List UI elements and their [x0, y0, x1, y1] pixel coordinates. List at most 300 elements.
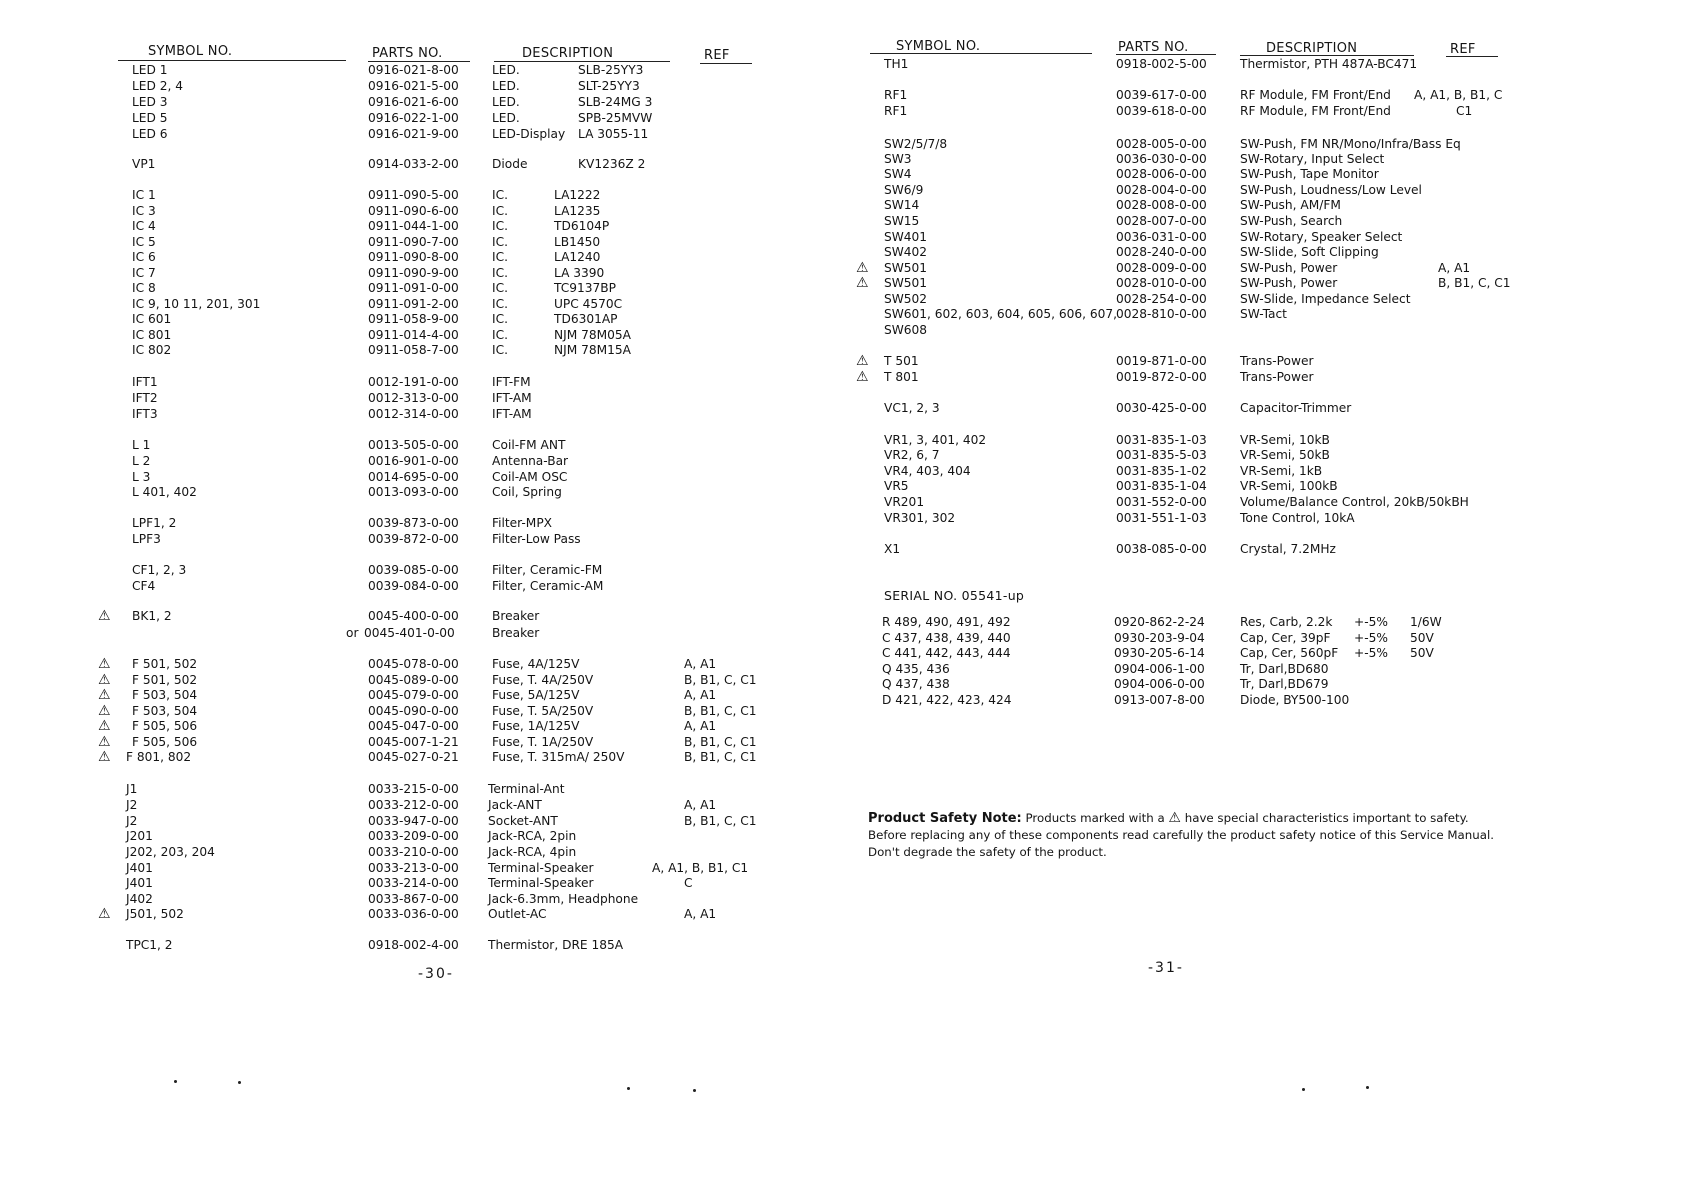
parts-no: 0038-085-0-00: [1116, 542, 1207, 556]
symbol-no: J501, 502: [126, 907, 184, 921]
table-row: [0, 110, 842, 126]
symbol-no: IFT2: [132, 391, 158, 405]
description-model: SLT-25YY3: [578, 79, 640, 93]
table-row: [0, 515, 842, 531]
table-row: [0, 156, 842, 172]
scan-speck: [238, 1081, 241, 1084]
table-row: [842, 260, 1684, 276]
symbol-no: IC 6: [132, 250, 156, 264]
description: Filter, Ceramic-FM: [492, 563, 603, 577]
table-row: [0, 203, 842, 219]
description: Filter-MPX: [492, 516, 553, 530]
parts-no: 0916-021-5-00: [368, 79, 459, 93]
parts-no: 0028-005-0-00: [1116, 137, 1207, 151]
table-row: [842, 166, 1684, 182]
description: Fuse, T. 5A/250V: [492, 704, 594, 718]
parts-no: 0031-552-0-00: [1116, 495, 1207, 509]
parts-no: 0019-872-0-00: [1116, 370, 1207, 384]
description: Terminal-Ant: [488, 782, 565, 796]
symbol-no: SW4: [884, 167, 912, 181]
tolerance: +-5%: [1354, 615, 1388, 629]
table-row: [0, 749, 842, 765]
parts-no: 0033-036-0-00: [368, 907, 459, 921]
reference: A, A1: [1438, 261, 1471, 275]
parts-no: 0033-212-0-00: [368, 798, 459, 812]
table-row: [842, 306, 1684, 322]
description: IC.: [492, 188, 508, 202]
warning-icon: ⚠: [856, 260, 869, 276]
table-row: [842, 103, 1684, 119]
header-underline: [1116, 54, 1216, 55]
description: Fuse, T. 315mA/ 250V: [492, 750, 625, 764]
parts-no: 0013-093-0-00: [368, 485, 459, 499]
table-row: [0, 218, 842, 234]
table-row: [842, 541, 1684, 557]
parts-no: 0045-089-0-00: [368, 673, 459, 687]
symbol-no: VR2, 6, 7: [884, 448, 940, 462]
table-row: [0, 828, 842, 844]
table-row: [842, 645, 1684, 661]
parts-no: 0920-862-2-24: [1114, 615, 1205, 629]
description-model: LB1450: [554, 235, 601, 249]
parts-no: 0028-007-0-00: [1116, 214, 1207, 228]
description: IFT-FM: [492, 375, 531, 389]
parts-no: 0012-313-0-00: [368, 391, 459, 405]
table-row: [842, 136, 1684, 152]
description: SW-Push, Power: [1240, 276, 1338, 290]
parts-no: 0916-021-9-00: [368, 127, 459, 141]
description: Trans-Power: [1240, 354, 1314, 368]
table-row: [0, 265, 842, 281]
description: SW-Push, Search: [1240, 214, 1343, 228]
table-row: [0, 781, 842, 797]
table-row: [842, 630, 1684, 646]
table-row: [0, 813, 842, 829]
table-row: [0, 687, 842, 703]
warning-icon: ⚠: [98, 656, 111, 672]
symbol-no: VR4, 403, 404: [884, 464, 971, 478]
reference: A, A1: [684, 798, 717, 812]
table-row: [842, 213, 1684, 229]
table-row: [0, 562, 842, 578]
symbol-no: LED 6: [132, 127, 168, 141]
table-row: [0, 342, 842, 358]
description: LED-Display: [492, 127, 566, 141]
description: Fuse, 1A/125V: [492, 719, 580, 733]
description: LED.: [492, 95, 520, 109]
description: SW-Slide, Soft Clipping: [1240, 245, 1379, 259]
parts-no: 0028-008-0-00: [1116, 198, 1207, 212]
header-ref: REF: [704, 48, 730, 63]
symbol-no: BK1, 2: [132, 609, 172, 623]
parts-no: 0930-203-9-04: [1114, 631, 1205, 645]
description: SW-Push, Power: [1240, 261, 1338, 275]
symbol-no: J201: [126, 829, 153, 843]
table-row: [0, 311, 842, 327]
warning-icon: ⚠: [856, 353, 869, 369]
symbol-no: IC 5: [132, 235, 156, 249]
table-row: [0, 703, 842, 719]
symbol-no: T 501: [884, 354, 919, 368]
table-row: [0, 734, 842, 750]
symbol-no: IC 8: [132, 281, 156, 295]
rating: 1/6W: [1410, 615, 1442, 629]
table-row: [842, 494, 1684, 510]
parts-no: 0028-004-0-00: [1116, 183, 1207, 197]
serial-heading: SERIAL NO. 05541-up: [884, 588, 1025, 603]
table-row: [842, 353, 1684, 369]
description: LED.: [492, 111, 520, 125]
tolerance: +-5%: [1354, 646, 1388, 660]
description: IFT-AM: [492, 407, 532, 421]
tolerance: +-5%: [1354, 631, 1388, 645]
parts-no: 0911-014-4-00: [368, 328, 459, 342]
header-underline: [118, 60, 346, 61]
symbol-no: VR201: [884, 495, 925, 509]
warning-icon: ⚠: [98, 749, 111, 765]
reference: A, A1: [684, 907, 717, 921]
symbol-no: F 501, 502: [132, 673, 198, 687]
symbol-no: VR301, 302: [884, 511, 956, 525]
parts-no: 0030-425-0-00: [1116, 401, 1207, 415]
parts-no: 0033-210-0-00: [368, 845, 459, 859]
parts-no: 0039-873-0-00: [368, 516, 459, 530]
symbol-no: J1: [126, 782, 138, 796]
description: RF Module, FM Front/End: [1240, 104, 1391, 118]
description: Coil, Spring: [492, 485, 562, 499]
parts-no: 0028-254-0-00: [1116, 292, 1207, 306]
description: IC.: [492, 219, 508, 233]
parts-no: 0039-618-0-00: [1116, 104, 1207, 118]
symbol-no: SW2/5/7/8: [884, 137, 948, 151]
description: Filter, Ceramic-AM: [492, 579, 604, 593]
description: Cap, Cer, 560pF: [1240, 646, 1339, 660]
symbol-no: LPF1, 2: [132, 516, 177, 530]
safety-note-text: Before replacing any of these components read carefully the product safety notice of this Service Manual.: [868, 828, 1494, 842]
table-row: [0, 374, 842, 390]
header-ref: REF: [1450, 42, 1476, 57]
description: IC.: [492, 281, 508, 295]
description: Jack-RCA, 4pin: [488, 845, 577, 859]
description-model: LA1240: [554, 250, 601, 264]
symbol-no: R 489, 490, 491, 492: [882, 615, 1011, 629]
scan-speck: [1302, 1088, 1305, 1091]
symbol-no: F 505, 506: [132, 735, 198, 749]
table-row: [842, 151, 1684, 167]
symbol-no: IFT1: [132, 375, 158, 389]
description: Cap, Cer, 39pF: [1240, 631, 1331, 645]
symbol-no: Q 435, 436: [882, 662, 950, 676]
symbol-no: RF1: [884, 88, 908, 102]
description: SW-Push, Loudness/Low Level: [1240, 183, 1422, 197]
description: Volume/Balance Control, 20kB/50kBH: [1240, 495, 1469, 509]
symbol-no: VP1: [132, 157, 156, 171]
parts-no: 0045-401-0-00: [364, 626, 455, 640]
parts-no: 0045-400-0-00: [368, 609, 459, 623]
description: Breaker: [492, 609, 540, 623]
description-model: KV1236Z 2: [578, 157, 646, 171]
symbol-no: F 501, 502: [132, 657, 198, 671]
description: Fuse, T. 4A/250V: [492, 673, 594, 687]
symbol-no: F 801, 802: [126, 750, 192, 764]
symbol-no: T 801: [884, 370, 919, 384]
table-row: [0, 187, 842, 203]
description: Socket-ANT: [488, 814, 558, 828]
alternate-prefix: or: [346, 626, 359, 640]
reference: A, A1, B, B1, C1: [652, 861, 749, 875]
description: LED.: [492, 79, 520, 93]
description: SW-Rotary, Speaker Select: [1240, 230, 1403, 244]
header-symbol-no: SYMBOL NO.: [148, 44, 233, 59]
table-row: [842, 229, 1684, 245]
symbol-no: IC 4: [132, 219, 156, 233]
header-description: DESCRIPTION: [522, 46, 614, 61]
safety-note-text: have special characteristics important to safety.: [1184, 811, 1469, 825]
description-model: NJM 78M05A: [554, 328, 631, 342]
description: Thermistor, PTH 487A-BC471: [1240, 57, 1418, 71]
table-row: [0, 234, 842, 250]
description-model: LA 3055-11: [578, 127, 649, 141]
symbol-no: F 503, 504: [132, 688, 198, 702]
description-model: TD6301AP: [554, 312, 618, 326]
parts-no: 0012-314-0-00: [368, 407, 459, 421]
parts-no: 0031-835-5-03: [1116, 448, 1207, 462]
description: Thermistor, DRE 185A: [488, 938, 624, 952]
parts-no: 0045-078-0-00: [368, 657, 459, 671]
description: Res, Carb, 2.2k: [1240, 615, 1333, 629]
reference: C1: [1456, 104, 1473, 118]
description: Terminal-Speaker: [488, 861, 594, 875]
parts-no: 0045-090-0-00: [368, 704, 459, 718]
header-underline: [870, 53, 1092, 54]
symbol-no: J2: [126, 814, 138, 828]
table-row: [842, 369, 1684, 385]
description: Antenna-Bar: [492, 454, 569, 468]
table-row: [0, 625, 842, 641]
parts-no: 0918-002-5-00: [1116, 57, 1207, 71]
symbol-no: C 437, 438, 439, 440: [882, 631, 1011, 645]
description: Filter-Low Pass: [492, 532, 581, 546]
symbol-no: LED 5: [132, 111, 168, 125]
symbol-no: IC 601: [132, 312, 172, 326]
symbol-no: J2: [126, 798, 138, 812]
parts-no: 0033-215-0-00: [368, 782, 459, 796]
parts-no: 0036-030-0-00: [1116, 152, 1207, 166]
warning-icon: ⚠: [98, 608, 111, 624]
symbol-no: IC 801: [132, 328, 172, 342]
parts-no: 0019-871-0-00: [1116, 354, 1207, 368]
table-row: [0, 406, 842, 422]
symbol-no: J402: [126, 892, 153, 906]
description: IC.: [492, 343, 508, 357]
symbol-no: F 505, 506: [132, 719, 198, 733]
parts-no: 0033-214-0-00: [368, 876, 459, 890]
description: IC.: [492, 204, 508, 218]
symbol-no: SW502: [884, 292, 928, 306]
page-number: -31-: [1148, 960, 1184, 976]
table-row: [0, 78, 842, 94]
parts-no: 0930-205-6-14: [1114, 646, 1205, 660]
rating: 50V: [1410, 646, 1434, 660]
description-model: LA 3390: [554, 266, 605, 280]
symbol-no: IC 1: [132, 188, 156, 202]
rating: 50V: [1410, 631, 1434, 645]
symbol-no: L 3: [132, 470, 151, 484]
description: Tr, Darl,BD679: [1240, 677, 1329, 691]
parts-no: 0033-867-0-00: [368, 892, 459, 906]
symbol-no: J401: [126, 861, 153, 875]
description: Breaker: [492, 626, 540, 640]
warning-icon: ⚠: [98, 718, 111, 734]
table-row: [0, 578, 842, 594]
parts-no: 0916-021-6-00: [368, 95, 459, 109]
description: IC.: [492, 235, 508, 249]
parts-no: 0911-091-2-00: [368, 297, 459, 311]
symbol-no: TH1: [884, 57, 909, 71]
table-row: [842, 478, 1684, 494]
description-model: SPB-25MVW: [578, 111, 653, 125]
description: Tr, Darl,BD680: [1240, 662, 1329, 676]
table-row: [0, 906, 842, 922]
parts-no: 0014-695-0-00: [368, 470, 459, 484]
header-parts-no: PARTS NO.: [372, 46, 443, 61]
description: SW-Push, AM/FM: [1240, 198, 1341, 212]
table-row: [0, 94, 842, 110]
table-row: [842, 322, 1684, 338]
table-row: [0, 437, 842, 453]
symbol-no: RF1: [884, 104, 908, 118]
parts-no: 0031-835-1-03: [1116, 433, 1207, 447]
warning-icon: ⚠: [98, 703, 111, 719]
description: RF Module, FM Front/End: [1240, 88, 1391, 102]
description: Jack-6.3mm, Headphone: [488, 892, 639, 906]
symbol-no: SW501: [884, 276, 928, 290]
parts-no: 0039-872-0-00: [368, 532, 459, 546]
reference: A, A1: [684, 688, 717, 702]
safety-note-text: Products marked with a: [1025, 811, 1165, 825]
description: Fuse, 5A/125V: [492, 688, 580, 702]
symbol-no: TPC1, 2: [126, 938, 173, 952]
table-row: [842, 275, 1684, 291]
parts-no: 0031-551-1-03: [1116, 511, 1207, 525]
reference: C: [684, 876, 693, 890]
reference: B, B1, C, C1: [684, 750, 757, 764]
table-row: [842, 676, 1684, 692]
symbol-no: J202, 203, 204: [126, 845, 215, 859]
description: Jack-ANT: [488, 798, 542, 812]
description: IFT-AM: [492, 391, 532, 405]
table-row: [0, 718, 842, 734]
symbol-no: SW15: [884, 214, 920, 228]
parts-no: 0913-007-8-00: [1114, 693, 1205, 707]
reference: B, B1, C, C1: [684, 704, 757, 718]
reference: B, B1, C, C1: [684, 735, 757, 749]
reference: B, B1, C, C1: [684, 814, 757, 828]
reference: B, B1, C, C1: [684, 673, 757, 687]
table-row: [842, 510, 1684, 526]
description: Outlet-AC: [488, 907, 547, 921]
description: Tone Control, 10kA: [1240, 511, 1355, 525]
parts-no: 0028-006-0-00: [1116, 167, 1207, 181]
symbol-no: LED 1: [132, 63, 168, 77]
description: SW-Push, FM NR/Mono/Infra/Bass Eq: [1240, 137, 1461, 151]
parts-no: 0911-090-6-00: [368, 204, 459, 218]
table-row: [0, 891, 842, 907]
reference: B, B1, C, C1: [1438, 276, 1511, 290]
reference: A, A1: [684, 657, 717, 671]
symbol-no: X1: [884, 542, 901, 556]
symbol-no: SW401: [884, 230, 928, 244]
symbol-no: VC1, 2, 3: [884, 401, 940, 415]
scan-speck: [1366, 1086, 1369, 1089]
parts-no: 0028-009-0-00: [1116, 261, 1207, 275]
table-row: [0, 249, 842, 265]
description: VR-Semi, 10kB: [1240, 433, 1330, 447]
table-row: [842, 197, 1684, 213]
warning-icon: ⚠: [98, 734, 111, 750]
warning-icon: ⚠: [98, 687, 111, 703]
description: SW-Push, Tape Monitor: [1240, 167, 1379, 181]
warning-icon: ⚠: [98, 906, 111, 922]
table-row: [0, 484, 842, 500]
symbol-no: SW601, 602, 603, 604, 605, 606, 607,: [884, 307, 1117, 321]
description-model: TC9137BP: [554, 281, 616, 295]
warning-icon: ⚠: [856, 275, 869, 291]
symbol-no: LPF3: [132, 532, 161, 546]
header-symbol-no: SYMBOL NO.: [896, 39, 981, 54]
table-row: [0, 672, 842, 688]
parts-no: 0911-090-9-00: [368, 266, 459, 280]
scan-speck: [627, 1087, 630, 1090]
page-number: -30-: [418, 966, 454, 982]
description: SW-Tact: [1240, 307, 1287, 321]
table-row: [0, 875, 842, 891]
safety-note-title: Product Safety Note:: [868, 811, 1022, 826]
description: IC.: [492, 266, 508, 280]
parts-no: 0911-091-0-00: [368, 281, 459, 295]
warning-icon: ⚠: [1168, 810, 1181, 826]
description: Diode: [492, 157, 528, 171]
symbol-no: C 441, 442, 443, 444: [882, 646, 1011, 660]
parts-no: 0911-044-1-00: [368, 219, 459, 233]
parts-no: 0911-090-8-00: [368, 250, 459, 264]
symbol-no: L 1: [132, 438, 151, 452]
table-row: [0, 937, 842, 953]
symbol-no: CF1, 2, 3: [132, 563, 187, 577]
table-row: [842, 614, 1684, 630]
description: Crystal, 7.2MHz: [1240, 542, 1336, 556]
description-model: LA1235: [554, 204, 601, 218]
parts-no: 0039-085-0-00: [368, 563, 459, 577]
table-row: [0, 797, 842, 813]
description-model: SLB-25YY3: [578, 63, 644, 77]
symbol-no: LED 2, 4: [132, 79, 184, 93]
symbol-no: SW6/9: [884, 183, 924, 197]
symbol-no: IC 9, 10 11, 201, 301: [132, 297, 261, 311]
parts-no: 0904-006-1-00: [1114, 662, 1205, 676]
description: IC.: [492, 250, 508, 264]
parts-no: 0045-007-1-21: [368, 735, 459, 749]
table-row: [842, 692, 1684, 708]
description: SW-Rotary, Input Select: [1240, 152, 1385, 166]
description-model: UPC 4570C: [554, 297, 623, 311]
description: Diode, BY500-100: [1240, 693, 1350, 707]
parts-no: 0914-033-2-00: [368, 157, 459, 171]
parts-no: 0911-058-7-00: [368, 343, 459, 357]
safety-note: [868, 810, 1494, 861]
symbol-no: Q 437, 438: [882, 677, 950, 691]
reference: A, A1, B, B1, C: [1414, 88, 1503, 102]
